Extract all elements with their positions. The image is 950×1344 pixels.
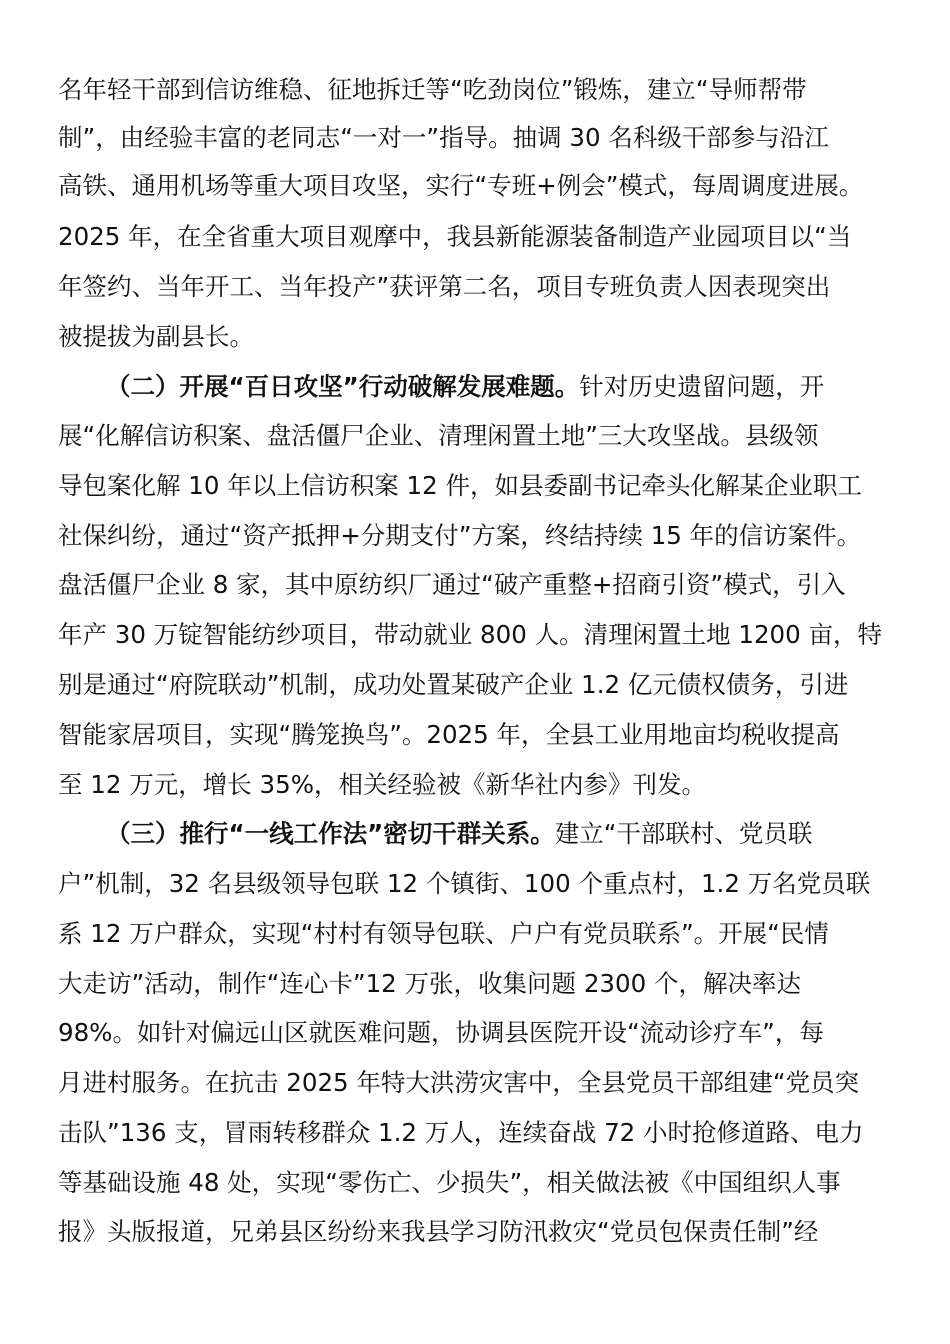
text-line: 系 12 万户群众，实现“村村有领导包联、户户有党员联系”。开展“民情: [58, 919, 829, 948]
text-line: 制”，由经验丰富的老同志“一对一”指导。抽调 30 名科级干部参与沿江: [58, 123, 829, 152]
text-line: 98%。如针对偏远山区就医难问题，协调县医院开设“流动诊疗车”，每: [58, 1018, 824, 1047]
text-line: 户”机制，32 名县级领导包联 12 个镇街、100 个重点村，1.2 万名党员联: [58, 869, 871, 898]
text-line: 等基础设施 48 处，实现“零伤亡、少损失”，相关做法被《中国组织人事: [58, 1168, 841, 1197]
section-two-text: 针对历史遗留问题，开: [579, 372, 825, 401]
section-three-line: [106, 809, 898, 859]
text-line: 报》头版报道，兄弟县区纷纷来我县学习防汛救灾“党员包保责任制”经: [58, 1217, 819, 1246]
text-line: 高铁、通用机场等重大项目攻坚，实行“专班+例会”模式，每周调度进展。: [58, 171, 864, 200]
text-line: 年签约、当年开工、当年投产”获评第二名，项目专班负责人因表现突出: [58, 272, 831, 301]
text-line: 展“化解信访积案、盘活僵尸企业、清理闲置土地”三大攻坚战。县级领: [58, 421, 819, 450]
text-line: 年产 30 万锭智能纺纱项目，带动就业 800 人。清理闲置土地 1200 亩，特: [58, 620, 883, 649]
text-line: 2025 年，在全省重大项目观摩中，我县新能源装备制造产业园项目以“当: [58, 222, 852, 251]
text-line: 月进村服务。在抗击 2025 年特大洪涝灾害中，全县党员干部组建“党员突: [58, 1068, 860, 1097]
text-line: 大走访”活动，制作“连心卡”12 万张，收集问题 2300 个，解决率达: [58, 969, 801, 998]
text-line: 导包案化解 10 年以上信访积案 12 件，如县委副书记牵头化解某企业职工: [58, 471, 862, 500]
text-line: 至 12 万元，增长 35%，相关经验被《新华社内参》刊发。: [58, 770, 706, 799]
text-line: 被提拔为副县长。: [58, 322, 254, 351]
text-line: 击队”136 支，冒雨转移群众 1.2 万人，连续奋战 72 小时抢修道路、电力: [58, 1118, 864, 1147]
text-line: 名年轻干部到信访维稳、征地拆迁等“吃劲岗位”锻炼，建立“导师帮带: [58, 75, 807, 104]
section-two-line: [106, 362, 898, 412]
section-three-text: 建立“干部联村、党员联: [554, 819, 813, 848]
section-two-heading: （二）开展“百日攻坚”行动破解发展难题。: [106, 372, 580, 401]
text-line: 盘活僵尸企业 8 家，其中原纺织厂通过“破产重整+招商引资”模式，引入: [58, 570, 846, 599]
text-line: 别是通过“府院联动”机制，成功处置某破产企业 1.2 亿元债权债务，引进: [58, 670, 849, 699]
section-three-heading: （三）推行“一线工作法”密切干群关系。: [106, 819, 555, 848]
text-line: 智能家居项目，实现“腾笼换鸟”。2025 年，全县工业用地亩均税收提高: [58, 720, 840, 749]
text-line: 社保纠纷，通过“资产抵押+分期支付”方案，终结持续 15 年的信访案件。: [58, 521, 862, 550]
